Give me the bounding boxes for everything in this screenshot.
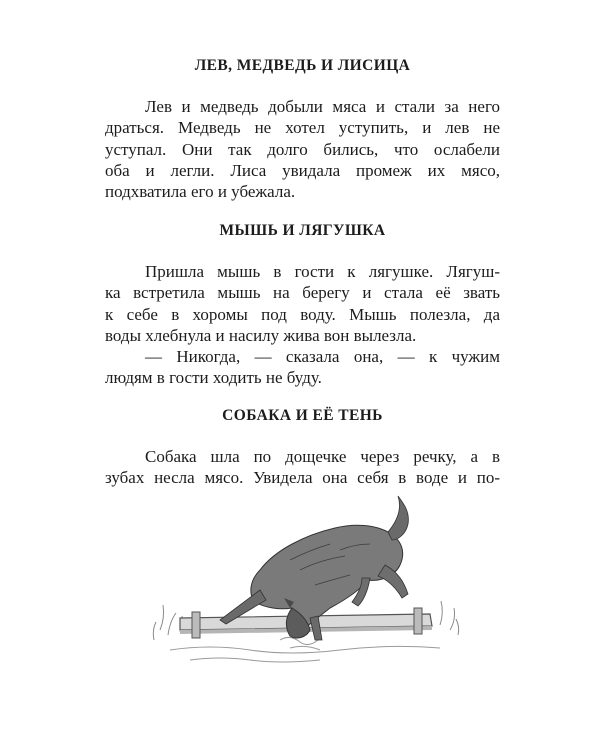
story-dog-shadow: [105, 406, 500, 489]
text-line: зубах несла мясо. Увидела она себя в воде и по-: [105, 468, 500, 488]
dog-illustration: [140, 490, 480, 675]
reeds-left: [153, 605, 182, 640]
text-line: воды хлебнула и насилу жива вон вылезла.: [105, 325, 417, 345]
text-line: подхватила его и убежала.: [105, 182, 296, 202]
text-line: Лев и медведь добыли мяса и стали за него: [145, 97, 500, 116]
text-line: ка встретила мышь на берегу и стала её звать: [105, 283, 500, 303]
story-title: ЛЕВ, МЕДВЕДЬ И ЛИСИЦА: [194, 57, 411, 74]
story-title: МЫШЬ И ЛЯГУШКА: [219, 222, 386, 239]
story-mouse-frog: [105, 221, 500, 389]
text-line: к себе в хоромы под воду. Мышь полезла, да: [105, 304, 500, 324]
reeds-right: [440, 601, 459, 635]
story-title: СОБАКА И ЕЁ ТЕНЬ: [222, 407, 383, 424]
text-line: — Никогда, — сказала она, — к чужим: [145, 347, 500, 367]
water: [170, 637, 440, 662]
text-line: людям в гости ходить не буду.: [105, 368, 322, 388]
text-line: Собака шла по дощечке через речку, а в: [145, 447, 500, 466]
story-lion-bear-fox: [105, 56, 500, 202]
text-line: драться. Медведь не хотел уступить, и лев не: [105, 118, 500, 138]
text-line: оба и легли. Лиса увидала промеж их мясо,: [105, 160, 500, 180]
text-line: Пришла мышь в гости к лягушке. Лягуш-: [145, 262, 500, 281]
text-line: уступал. Они так долго бились, что ослабели: [105, 139, 500, 159]
